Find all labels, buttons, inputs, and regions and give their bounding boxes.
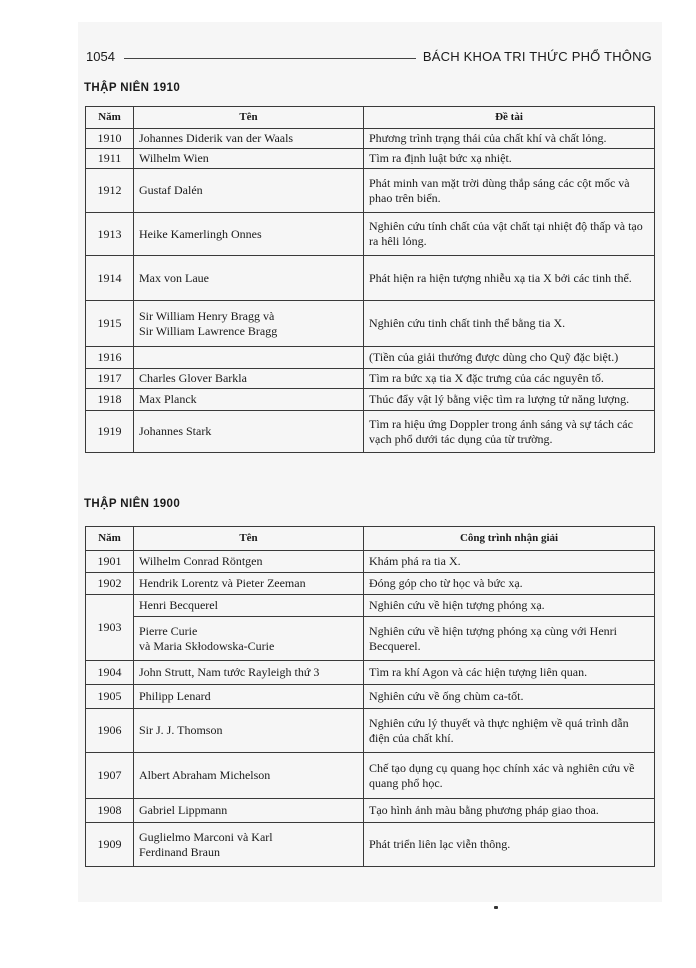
name-cell: Wilhelm Conrad Röntgen	[134, 551, 364, 573]
name-cell: Henri Becquerel	[134, 595, 364, 617]
topic-cell: Tìm ra định luật bức xạ nhiệt.	[364, 149, 655, 169]
topic-cell: Nghiên cứu về ống chùm ca-tốt.	[364, 685, 655, 709]
name-line-2: và Maria Skłodowska-Curie	[139, 638, 275, 653]
name-cell: Max von Laue	[134, 256, 364, 301]
table-row	[86, 709, 655, 753]
topic-cell: Khám phá ra tia X.	[364, 551, 655, 573]
year-cell: 1919	[86, 411, 134, 453]
table-row	[86, 685, 655, 709]
topic-cell: Thúc đẩy vật lý bằng việc tìm ra lượng tử năng lượng.	[364, 389, 655, 411]
year-cell: 1902	[86, 573, 134, 595]
year-cell: 1906	[86, 709, 134, 753]
column-header-topic: Đề tài	[364, 107, 655, 129]
name-cell: Albert Abraham Michelson	[134, 753, 364, 799]
table-row	[86, 301, 655, 347]
name-cell: Philipp Lenard	[134, 685, 364, 709]
year-cell: 1910	[86, 129, 134, 149]
table-row	[86, 169, 655, 213]
book-title: BÁCH KHOA TRI THỨC PHỔ THÔNG	[422, 49, 652, 64]
year-cell: 1911	[86, 149, 134, 169]
topic-cell: Phát minh van mặt trời dùng thắp sáng các cột mốc và phao trên biển.	[364, 169, 655, 213]
name-cell: Johannes Diderik van der Waals	[134, 129, 364, 149]
name-cell	[134, 301, 364, 347]
topic-cell: Tạo hình ảnh màu bằng phương pháp giao thoa.	[364, 799, 655, 823]
name-line-1: Pierre Curie	[139, 623, 198, 638]
print-speck	[494, 906, 498, 909]
name-cell	[134, 347, 364, 369]
column-header-name: Tên	[134, 107, 364, 129]
topic-cell: Tìm ra khí Agon và các hiện tượng liên quan.	[364, 661, 655, 685]
topic-cell: Nghiên cứu tính chất của vật chất tại nhiệt độ thấp và tạo ra hêli lỏng.	[364, 213, 655, 256]
header-rule	[124, 58, 416, 59]
name-cell: Sir J. J. Thomson	[134, 709, 364, 753]
year-cell: 1914	[86, 256, 134, 301]
name-cell: Max Planck	[134, 389, 364, 411]
table-row	[86, 213, 655, 256]
topic-cell: Nghiên cứu tinh chất tinh thể bằng tia X.	[364, 301, 655, 347]
name-cell: Gabriel Lippmann	[134, 799, 364, 823]
name-cell: Wilhelm Wien	[134, 149, 364, 169]
name-cell: Gustaf Dalén	[134, 169, 364, 213]
year-cell: 1913	[86, 213, 134, 256]
year-cell: 1908	[86, 799, 134, 823]
table-row	[86, 129, 655, 149]
table-row	[86, 389, 655, 411]
table-row	[86, 753, 655, 799]
laureates-table-1910	[85, 106, 655, 453]
year-cell: 1901	[86, 551, 134, 573]
column-header-year: Năm	[86, 527, 134, 551]
name-line-1: Sir William Henry Bragg và	[139, 308, 275, 323]
topic-cell: Chế tạo dụng cụ quang học chính xác và nghiên cứu về quang phổ học.	[364, 753, 655, 799]
year-cell: 1909	[86, 823, 134, 867]
year-cell: 1917	[86, 369, 134, 389]
page-number: 1054	[86, 49, 115, 64]
column-header-year: Năm	[86, 107, 134, 129]
topic-cell: Nghiên cứu lý thuyết và thực nghiệm về quá trình dẫn điện của chất khí.	[364, 709, 655, 753]
year-cell: 1904	[86, 661, 134, 685]
name-line-2: Sir William Lawrence Bragg	[139, 323, 278, 338]
name-cell	[134, 617, 364, 661]
year-cell: 1912	[86, 169, 134, 213]
table-row	[86, 411, 655, 453]
table-row	[86, 347, 655, 369]
table-row	[86, 799, 655, 823]
table-row	[86, 369, 655, 389]
table-row	[86, 617, 655, 661]
name-cell: Johannes Stark	[134, 411, 364, 453]
topic-cell: Phát triển liên lạc viễn thông.	[364, 823, 655, 867]
name-line-1: Guglielmo Marconi và Karl	[139, 829, 273, 844]
year-cell: 1915	[86, 301, 134, 347]
table-row	[86, 573, 655, 595]
year-cell: 1903	[86, 595, 134, 661]
name-line-2: Ferdinand Braun	[139, 844, 220, 859]
table-row	[86, 595, 655, 617]
year-cell: 1918	[86, 389, 134, 411]
section-title-1910: THẬP NIÊN 1910	[84, 82, 181, 94]
year-cell: 1916	[86, 347, 134, 369]
topic-cell: Nghiên cứu về hiện tượng phóng xạ cùng với Henri Becquerel.	[364, 617, 655, 661]
laureates-table-1900	[85, 526, 655, 867]
topic-cell: Đóng góp cho từ học và bức xạ.	[364, 573, 655, 595]
section-title-1900: THẬP NIÊN 1900	[84, 498, 181, 510]
table-row	[86, 823, 655, 867]
topic-cell: Nghiên cứu về hiện tượng phóng xạ.	[364, 595, 655, 617]
table-row	[86, 149, 655, 169]
table-header-row	[86, 527, 655, 551]
name-cell	[134, 823, 364, 867]
name-cell: Heike Kamerlingh Onnes	[134, 213, 364, 256]
topic-cell: Phát hiện ra hiện tượng nhiễu xạ tia X bởi các tinh thể.	[364, 256, 655, 301]
year-cell: 1907	[86, 753, 134, 799]
name-cell: John Strutt, Nam tước Rayleigh thứ 3	[134, 661, 364, 685]
name-cell: Hendrik Lorentz và Pieter Zeeman	[134, 573, 364, 595]
table-header-row	[86, 107, 655, 129]
topic-cell: (Tiền của giải thưởng được dùng cho Quỹ đặc biệt.)	[364, 347, 655, 369]
topic-cell: Phương trình trạng thái của chất khí và chất lỏng.	[364, 129, 655, 149]
table-row	[86, 661, 655, 685]
column-header-topic: Công trình nhận giải	[364, 527, 655, 551]
table-row	[86, 256, 655, 301]
year-cell: 1905	[86, 685, 134, 709]
column-header-name: Tên	[134, 527, 364, 551]
topic-cell: Tìm ra bức xạ tia X đặc trưng của các nguyên tố.	[364, 369, 655, 389]
table-row	[86, 551, 655, 573]
topic-cell: Tìm ra hiệu ứng Doppler trong ánh sáng và sự tách các vạch phổ dưới tác dụng của từ trường.	[364, 411, 655, 453]
name-cell: Charles Glover Barkla	[134, 369, 364, 389]
